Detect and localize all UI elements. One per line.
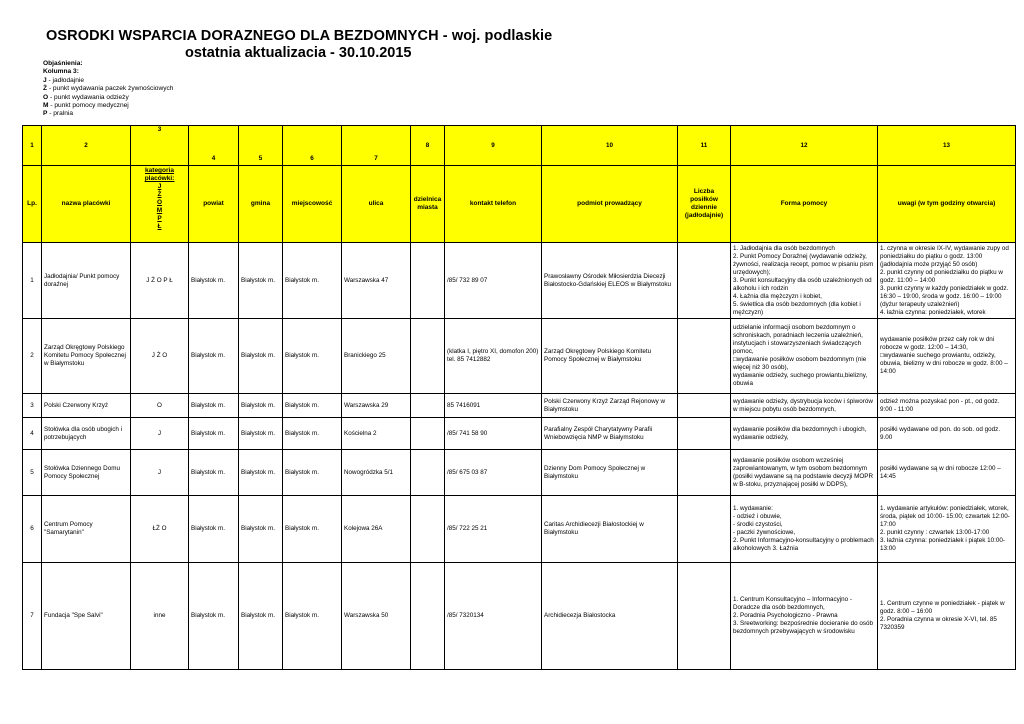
column-number-row bbox=[23, 126, 1016, 166]
cell-gmina: Białystok m. bbox=[239, 418, 283, 450]
cell-podmiot: Zarząd Okręgtowy Polskiego Komitetu Pomocy Społecznej w Białymstoku bbox=[542, 319, 678, 394]
header-liczba: Liczba posiłków dziennie (jadłodajnie) bbox=[678, 166, 731, 243]
header-miejscowosc: miejscowość bbox=[283, 166, 342, 243]
cell-gmina: Białystok m. bbox=[239, 563, 283, 670]
kategoria-title: kategoria placówki: bbox=[144, 167, 175, 182]
cell-uwagi bbox=[878, 319, 1016, 394]
cell-gmina: Białystok m. bbox=[239, 394, 283, 418]
legend-code: M bbox=[43, 102, 49, 110]
cell-powiat: Białystok m. bbox=[189, 243, 239, 319]
cell-forma-text: wydawanie posiłków dla bezdomnych i ubogich, wydawanie odzieży, bbox=[733, 425, 867, 441]
table-row bbox=[23, 319, 1016, 394]
legend-text: - punkt wydawania odzieży bbox=[48, 93, 129, 101]
cell-powiat: Białystok m. bbox=[189, 450, 239, 496]
cell-forma bbox=[731, 243, 878, 319]
cell-uwagi-text: 1. wydawanie artykułów: poniedziałek, wtorek, środa, piątek od 10:00- 15:00; czwartek 12:00-17:00 2. punkt czynny : czwartek 13:00-17:00 3. łaźnia czynna: poniedziałek i piątek 10:00-13:00 bbox=[880, 505, 1010, 552]
kategoria-code: O bbox=[156, 199, 163, 206]
cell-miejscowosc: Białystok m. bbox=[283, 563, 342, 670]
kategoria-code: Ł bbox=[157, 223, 162, 230]
cell-miejscowosc: Białystok m. bbox=[283, 319, 342, 394]
cell-lp: 6 bbox=[23, 496, 42, 563]
cell-kategoria: J bbox=[131, 418, 189, 450]
shelter-table bbox=[22, 125, 1016, 670]
cell-liczba bbox=[678, 394, 731, 418]
cell-ulica: Nowogródzka 5/1 bbox=[342, 450, 411, 496]
cell-forma bbox=[731, 394, 878, 418]
header-nazwa: nazwa placówki bbox=[42, 166, 131, 243]
cell-kontakt: 85 7416091 bbox=[445, 394, 542, 418]
colnum-3 bbox=[131, 126, 189, 166]
cell-uwagi bbox=[878, 496, 1016, 563]
cell-ulica: Branickiego 25 bbox=[342, 319, 411, 394]
colnum-7 bbox=[342, 126, 411, 166]
legend-code: O bbox=[43, 93, 49, 101]
cell-ulica: Kolejowa 26A bbox=[342, 496, 411, 563]
legend-text: - pralnia bbox=[47, 110, 74, 118]
cell-podmiot: Dzienny Dom Pomocy Społecznej w Białymstoku bbox=[542, 450, 678, 496]
cell-kategoria: ŁŻ O bbox=[131, 496, 189, 563]
header-row bbox=[23, 166, 1016, 243]
cell-kontakt: /85/ 7320134 bbox=[445, 563, 542, 670]
kategoria-code: J bbox=[157, 183, 162, 190]
kategoria-code: P bbox=[157, 215, 162, 222]
cell-dzielnica bbox=[411, 496, 445, 563]
cell-miejscowosc: Białystok m. bbox=[283, 243, 342, 319]
cell-ulica: Warszawska 47 bbox=[342, 243, 411, 319]
cell-miejscowosc: Białystok m. bbox=[283, 418, 342, 450]
table-body bbox=[23, 243, 1016, 670]
colnum-1: 1 bbox=[23, 126, 42, 166]
cell-gmina: Białystok m. bbox=[239, 243, 283, 319]
document-subtitle: ostatnia aktualizacia - 30.10.2015 bbox=[185, 45, 412, 61]
cell-kategoria: J Ż O P Ł bbox=[131, 243, 189, 319]
legend-item bbox=[43, 94, 173, 102]
header-gmina: gmina bbox=[239, 166, 283, 243]
cell-uwagi-text: posiłki wydawane od pon. do sob. od godz. 9.00 bbox=[880, 425, 1001, 441]
cell-uwagi-text: 1. Centrum czynne w poniedziałek - piątek w godz. 8:00 – 16:00 2. Poradnia czynna w okresie X-VI, tel. 85 7320359 bbox=[880, 600, 1005, 631]
colnum-8: 8 bbox=[411, 126, 445, 166]
legend-column: Kolumna 3: bbox=[43, 68, 79, 76]
table-row bbox=[23, 450, 1016, 496]
legend-code: P bbox=[43, 110, 48, 118]
header-podmiot: podmiot prowadzący bbox=[542, 166, 678, 243]
colnum-10: 10 bbox=[542, 126, 678, 166]
header-lp: Lp. bbox=[23, 166, 42, 243]
kategoria-code: M bbox=[156, 207, 163, 214]
table-row bbox=[23, 563, 1016, 670]
header-ulica: ulica bbox=[342, 166, 411, 243]
header-forma: Forma pomocy bbox=[731, 166, 878, 243]
cell-lp: 4 bbox=[23, 418, 42, 450]
cell-forma-text: 1. Centrum Konsultacyjno – Informacyjno - Doradcze dla osób bezdomnych, 2. Poradnia Psychologiczno - Prawna 3. Sreetworking: bezpośrednie docieranie do osób bezdomnych przebywających w środowisku bbox=[733, 596, 874, 635]
cell-gmina: Białystok m. bbox=[239, 319, 283, 394]
colnum-3-label: 3 bbox=[157, 126, 162, 133]
cell-liczba bbox=[678, 450, 731, 496]
cell-dzielnica bbox=[411, 563, 445, 670]
cell-miejscowosc: Białystok m. bbox=[283, 394, 342, 418]
cell-uwagi-text: odzież można pozyskać pon - pt., od godz. 9:00 - 11:00 bbox=[880, 397, 1000, 413]
cell-forma bbox=[731, 418, 878, 450]
cell-nazwa: Stołówka Dziennego Domu Pomocy Społecznej bbox=[42, 450, 131, 496]
kategoria-code: Ż bbox=[157, 191, 162, 198]
colnum-13: 13 bbox=[878, 126, 1016, 166]
cell-liczba bbox=[678, 418, 731, 450]
colnum-4 bbox=[189, 126, 239, 166]
legend-item bbox=[43, 85, 173, 93]
cell-ulica: Warszawska 50 bbox=[342, 563, 411, 670]
cell-kontakt: /85/ 741 58 90 bbox=[445, 418, 542, 450]
cell-powiat: Białystok m. bbox=[189, 496, 239, 563]
cell-uwagi bbox=[878, 418, 1016, 450]
cell-dzielnica bbox=[411, 394, 445, 418]
table-row bbox=[23, 496, 1016, 563]
cell-uwagi bbox=[878, 243, 1016, 319]
cell-nazwa: Stołówka dla osób ubogich i potrzebujących bbox=[42, 418, 131, 450]
colnum-2: 2 bbox=[42, 126, 131, 166]
legend-text: - jadłodajnie bbox=[46, 76, 85, 84]
cell-forma-text: 1. Jadłodajnia dla osób bezdomnych 2. Punkt Pomocy Doraźnej (wydawanie odzieży, żywności, realizacja recept, pomoc w pisaniu pism urzędowych); 3. Punkt konsultacyjny dla osób uzależnionych od alkoholu i ich rodzin 4. Łaźnia dla mężczyzn i kobiet, 5. świetlica dla osób bezdomnych (dla kobiet i mężczyzn) bbox=[733, 244, 874, 316]
colnum-12: 12 bbox=[731, 126, 878, 166]
cell-kontakt: (klatka I, piętro XI, domofon 200) tel. 85 7412882 bbox=[445, 319, 542, 394]
legend-heading: Objaśnienia: bbox=[43, 60, 83, 67]
cell-gmina: Białystok m. bbox=[239, 496, 283, 563]
cell-forma-text: wydawanie posiłków osobom wcześniej zaprowiantowanym, w tym osobom bezdomnym (posiłki wydawane są na podstawie decyzji MOPR w B-stoku, przyznającej posiłki w DDPS), bbox=[733, 456, 873, 488]
colnum-5 bbox=[239, 126, 283, 166]
colnum-7-label: 7 bbox=[374, 155, 378, 162]
cell-forma-text: 1. wydawanie: - odzież i obuwie, - środki czystości, - paczki żywnościowe, 2. Punkt Informacyjno-konsultacyjny o problemach alkoholowych 3. Łaźnia bbox=[733, 505, 874, 552]
cell-uwagi bbox=[878, 394, 1016, 418]
colnum-6 bbox=[283, 126, 342, 166]
cell-ulica: Kościelna 2 bbox=[342, 418, 411, 450]
cell-kontakt: /85/ 722 25 21 bbox=[445, 496, 542, 563]
cell-nazwa: Jadłodajnia/ Punkt pomocy doraźnej bbox=[42, 243, 131, 319]
cell-kontakt: /85/ 732 89 07 bbox=[445, 243, 542, 319]
cell-forma-text: udzielanie informacji osobom bezdomnym o schroniskach, poradniach leczenia uzależnień, instytucjach i stowarzyszeniach świadczących pomoc, □wydawanie posiłków osobom bezdomnym (nie więcej niż 30 osób), wydawanie odzieży, suchego prowiantu,bielizny, obuwia bbox=[733, 324, 868, 387]
cell-lp: 1 bbox=[23, 243, 42, 319]
header-kontakt: kontakt telefon bbox=[445, 166, 542, 243]
legend-text: - punkt wydawania paczek żywnościowych bbox=[47, 85, 174, 93]
cell-miejscowosc: Białystok m. bbox=[283, 450, 342, 496]
cell-kategoria: J Ż O bbox=[131, 319, 189, 394]
cell-ulica: Warszawska 29 bbox=[342, 394, 411, 418]
cell-forma-text: wydawanie odzieży, dystrybucja koców i śpiworów w miejscu pobytu osób bezdomnych, bbox=[733, 397, 873, 413]
cell-nazwa: Centrum Pomocy "Samarytanin" bbox=[42, 496, 131, 563]
cell-kategoria: O bbox=[131, 394, 189, 418]
cell-nazwa: Fundacja "Spe Salvi" bbox=[42, 563, 131, 670]
cell-podmiot: Prawosławny Ośrodek Miłosierdzia Diecezji Białostocko-Gdańskiej ELEOS w Białymstoku bbox=[542, 243, 678, 319]
table-row bbox=[23, 418, 1016, 450]
cell-forma bbox=[731, 319, 878, 394]
cell-uwagi-text: 1. czynna w okresie IX-IV, wydawanie zupy od poniedziałku do piątku o godz. 13:00 (jadłodajnia może przyjąć 50 osób) 2. punkt czynny od poniedziałku do piątku w godz. 11:00 – 14:00 3. punkt czynny w każdy poniedziałek w godz. 16:30 – 19:00, środa w godz. 16:00 – 19:00 (dyżur terapeuty uzależnień) 4. łaźnia czynna: poniedziałek, wtorek bbox=[880, 244, 1009, 316]
cell-podmiot: Caritas Archidiecezji Białostockiej w Białymstoku bbox=[542, 496, 678, 563]
legend-item bbox=[43, 110, 173, 118]
cell-kategoria: J bbox=[131, 450, 189, 496]
cell-kontakt: /85/ 675 03 87 bbox=[445, 450, 542, 496]
cell-liczba bbox=[678, 319, 731, 394]
cell-forma bbox=[731, 496, 878, 563]
legend-item bbox=[43, 77, 173, 85]
cell-powiat: Białystok m. bbox=[189, 319, 239, 394]
cell-powiat: Białystok m. bbox=[189, 418, 239, 450]
cell-uwagi-text: posiłki wydawane są w dni robocze 12:00 – 14:45 bbox=[880, 464, 1001, 480]
cell-powiat: Białystok m. bbox=[189, 394, 239, 418]
colnum-4-label: 4 bbox=[211, 155, 216, 162]
header-uwagi: uwagi (w tym godziny otwarcia) bbox=[878, 166, 1016, 243]
cell-liczba bbox=[678, 563, 731, 670]
cell-uwagi bbox=[878, 450, 1016, 496]
colnum-11: 11 bbox=[678, 126, 731, 166]
cell-dzielnica bbox=[411, 243, 445, 319]
cell-nazwa: Zarząd Okręgtowy Polskiego Komitetu Pomocy Społecznej w Białymstoku bbox=[42, 319, 131, 394]
legend-code: J bbox=[43, 76, 47, 84]
header-dzielnica: dzielnica miasta bbox=[411, 166, 445, 243]
cell-uwagi bbox=[878, 563, 1016, 670]
header-powiat: powiat bbox=[189, 166, 239, 243]
cell-miejscowosc: Białystok m. bbox=[283, 496, 342, 563]
cell-dzielnica bbox=[411, 319, 445, 394]
colnum-5-label: 5 bbox=[258, 155, 263, 162]
legend bbox=[43, 60, 173, 119]
cell-podmiot: Parafialny Zespół Charytatywny Parafii Wniebowzięcia NMP w Białymstoku bbox=[542, 418, 678, 450]
cell-powiat: Białystok m. bbox=[189, 563, 239, 670]
legend-item bbox=[43, 102, 173, 110]
cell-uwagi-text: wydawanie posiłków przez cały rok w dni robocze w godz. 12:00 – 14:30, □wydawanie suchego prowiantu, odzieży, obuwia, bielizny w dni robocze w godz. 8:00 – 14:00 bbox=[880, 336, 1008, 375]
cell-podmiot: Polski Czerwony Krzyż Zarząd Rejonowy w Białymstoku bbox=[542, 394, 678, 418]
cell-liczba bbox=[678, 243, 731, 319]
cell-gmina: Białystok m. bbox=[239, 450, 283, 496]
table-row bbox=[23, 394, 1016, 418]
cell-lp: 2 bbox=[23, 319, 42, 394]
document-title: OSRODKI WSPARCIA DORAZNEGO DLA BEZDOMNYCH - woj. podlaskie bbox=[46, 28, 553, 44]
cell-lp: 3 bbox=[23, 394, 42, 418]
cell-lp: 5 bbox=[23, 450, 42, 496]
cell-kategoria: inne bbox=[131, 563, 189, 670]
cell-forma bbox=[731, 450, 878, 496]
cell-lp: 7 bbox=[23, 563, 42, 670]
cell-dzielnica bbox=[411, 418, 445, 450]
colnum-9: 9 bbox=[445, 126, 542, 166]
colnum-6-label: 6 bbox=[310, 155, 314, 162]
legend-code: Ż bbox=[43, 85, 48, 93]
cell-forma bbox=[731, 563, 878, 670]
cell-podmiot: Archidiecezja Białostocka bbox=[542, 563, 678, 670]
legend-text: - punkt pomocy medycznej bbox=[48, 102, 129, 110]
header-kategoria bbox=[131, 166, 189, 243]
cell-dzielnica bbox=[411, 450, 445, 496]
table-row bbox=[23, 243, 1016, 319]
cell-liczba bbox=[678, 496, 731, 563]
cell-nazwa: Polski Czerwony Krzyż bbox=[42, 394, 131, 418]
